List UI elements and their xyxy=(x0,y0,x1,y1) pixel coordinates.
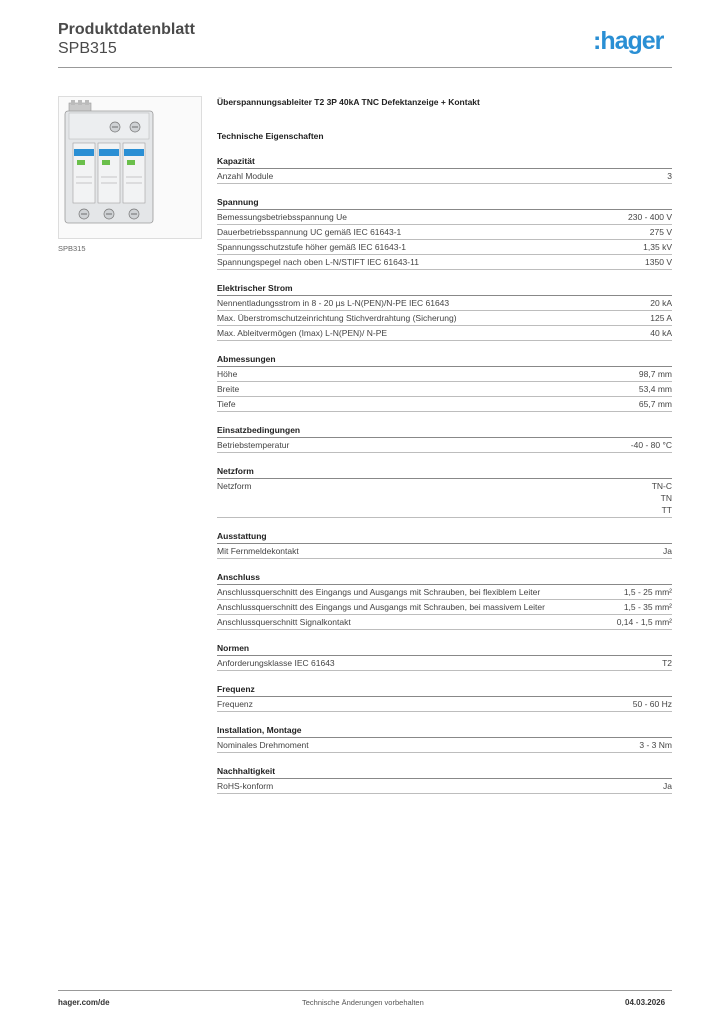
spec-row xyxy=(217,479,672,518)
spec-value: 1,35 kV xyxy=(643,242,672,252)
spec-value: Ja xyxy=(663,781,672,791)
spec-label: Mit Fernmeldekontakt xyxy=(217,546,299,556)
spec-section xyxy=(217,154,672,184)
footer-note: Technische Änderungen vorbehalten xyxy=(302,998,424,1007)
spec-label: Max. Ableitvermögen (Imax) L-N(PEN)/ N-PE xyxy=(217,328,388,338)
spec-label: Anschlussquerschnitt des Eingangs und Ausgangs mit Schrauben, bei flexiblem Leiter xyxy=(217,587,541,597)
spec-section xyxy=(217,764,672,794)
surge-arrester-illustration xyxy=(59,97,201,238)
page-title: Produktdatenblatt xyxy=(58,21,195,38)
product-code: SPB315 xyxy=(58,40,117,57)
spec-value: T2 xyxy=(662,658,672,668)
spec-label: Bemessungsbetriebsspannung Ue xyxy=(217,212,347,222)
spec-value: 0,14 - 1,5 mm² xyxy=(616,617,672,627)
product-image xyxy=(58,96,202,239)
section-heading: Ausstattung xyxy=(217,529,672,544)
section-heading: Abmessungen xyxy=(217,352,672,367)
section-heading: Elektrischer Strom xyxy=(217,281,672,296)
footer-date: 04.03.2026 xyxy=(625,998,666,1007)
hager-logo: :hager xyxy=(593,27,664,55)
footer-website[interactable]: hager.com/de xyxy=(58,998,110,1007)
spec-row xyxy=(217,326,672,341)
spec-label: RoHS-konform xyxy=(217,781,274,791)
spec-label: Max. Überstromschutzeinrichtung Stichverdrahtung (Sicherung) xyxy=(217,313,457,323)
spec-section xyxy=(217,281,672,341)
spec-label: Tiefe xyxy=(217,399,236,409)
spec-value: 3 xyxy=(667,171,672,181)
spec-label: Höhe xyxy=(217,369,238,379)
spec-value: 65,7 mm xyxy=(638,399,672,409)
spec-section xyxy=(217,464,672,518)
spec-value: 20 kA xyxy=(650,298,672,308)
spec-value: TT xyxy=(661,505,672,515)
spec-row xyxy=(217,210,672,225)
spec-section xyxy=(217,723,672,753)
spec-label: Anschlussquerschnitt Signalkontakt xyxy=(217,617,351,627)
spec-section xyxy=(217,352,672,412)
spec-section xyxy=(217,641,672,671)
spec-value: Ja xyxy=(663,546,672,556)
spec-value: 3 - 3 Nm xyxy=(639,740,672,750)
spec-row xyxy=(217,311,672,326)
technical-properties-heading: Technische Eigenschaften xyxy=(217,131,324,141)
spec-label: Spannungsschutzstufe höher gemäß IEC 61643-1 xyxy=(217,242,407,252)
spec-section xyxy=(217,682,672,712)
spec-value: TN xyxy=(660,493,672,503)
footer-divider xyxy=(58,990,672,991)
section-heading: Einsatzbedingungen xyxy=(217,423,672,438)
spec-section xyxy=(217,195,672,270)
spec-section xyxy=(217,529,672,559)
section-heading: Frequenz xyxy=(217,682,672,697)
spec-section xyxy=(217,570,672,630)
spec-value: 1,5 - 35 mm² xyxy=(623,602,672,612)
spec-sections xyxy=(217,154,672,805)
spec-value: 1,5 - 25 mm² xyxy=(623,587,672,597)
section-heading: Netzform xyxy=(217,464,672,479)
spec-value: 50 - 60 Hz xyxy=(632,699,672,709)
spec-row xyxy=(217,615,672,630)
spec-value: 230 - 400 V xyxy=(628,212,672,222)
spec-row xyxy=(217,225,672,240)
spec-row xyxy=(217,738,672,753)
spec-label: Nominales Drehmoment xyxy=(217,740,309,750)
spec-row xyxy=(217,585,672,600)
spec-value: 1350 V xyxy=(645,257,672,267)
spec-row xyxy=(217,544,672,559)
spec-value: 275 V xyxy=(649,227,672,237)
spec-label: Netzform xyxy=(217,481,252,491)
section-heading: Spannung xyxy=(217,195,672,210)
spec-row xyxy=(217,697,672,712)
spec-value: 40 kA xyxy=(650,328,672,338)
spec-row xyxy=(217,397,672,412)
spec-value: 125 A xyxy=(650,313,672,323)
section-heading: Kapazität xyxy=(217,154,672,169)
spec-value: 53,4 mm xyxy=(638,384,672,394)
spec-row xyxy=(217,779,672,794)
spec-row xyxy=(217,367,672,382)
spec-value-list xyxy=(644,480,672,516)
section-heading: Nachhaltigkeit xyxy=(217,764,672,779)
spec-label: Spannungspegel nach oben L-N/STIFT IEC 61643-11 xyxy=(217,257,419,267)
section-heading: Normen xyxy=(217,641,672,656)
spec-label: Nennentladungsstrom in 8 - 20 µs L-N(PEN)/N-PE IEC 61643 xyxy=(217,298,450,308)
spec-value: TN-C xyxy=(651,481,672,491)
section-heading: Anschluss xyxy=(217,570,672,585)
spec-row xyxy=(217,382,672,397)
product-title: Überspannungsableiter T2 3P 40kA TNC Defektanzeige + Kontakt xyxy=(217,97,480,107)
section-heading: Installation, Montage xyxy=(217,723,672,738)
spec-row xyxy=(217,240,672,255)
spec-label: Dauerbetriebsspannung UC gemäß IEC 61643-1 xyxy=(217,227,402,237)
spec-label: Anforderungsklasse IEC 61643 xyxy=(217,658,335,668)
spec-value: 98,7 mm xyxy=(638,369,672,379)
spec-row xyxy=(217,438,672,453)
spec-row xyxy=(217,600,672,615)
spec-row xyxy=(217,255,672,270)
spec-label: Breite xyxy=(217,384,240,394)
spec-value: -40 - 80 °C xyxy=(630,440,672,450)
spec-row xyxy=(217,296,672,311)
spec-section xyxy=(217,423,672,453)
header-divider xyxy=(58,67,672,68)
spec-label: Betriebstemperatur xyxy=(217,440,290,450)
spec-row xyxy=(217,169,672,184)
image-caption: SPB315 xyxy=(58,244,86,253)
spec-label: Anschlussquerschnitt des Eingangs und Ausgangs mit Schrauben, bei massivem Leiter xyxy=(217,602,545,612)
spec-label: Frequenz xyxy=(217,699,253,709)
spec-row xyxy=(217,656,672,671)
spec-label: Anzahl Module xyxy=(217,171,274,181)
